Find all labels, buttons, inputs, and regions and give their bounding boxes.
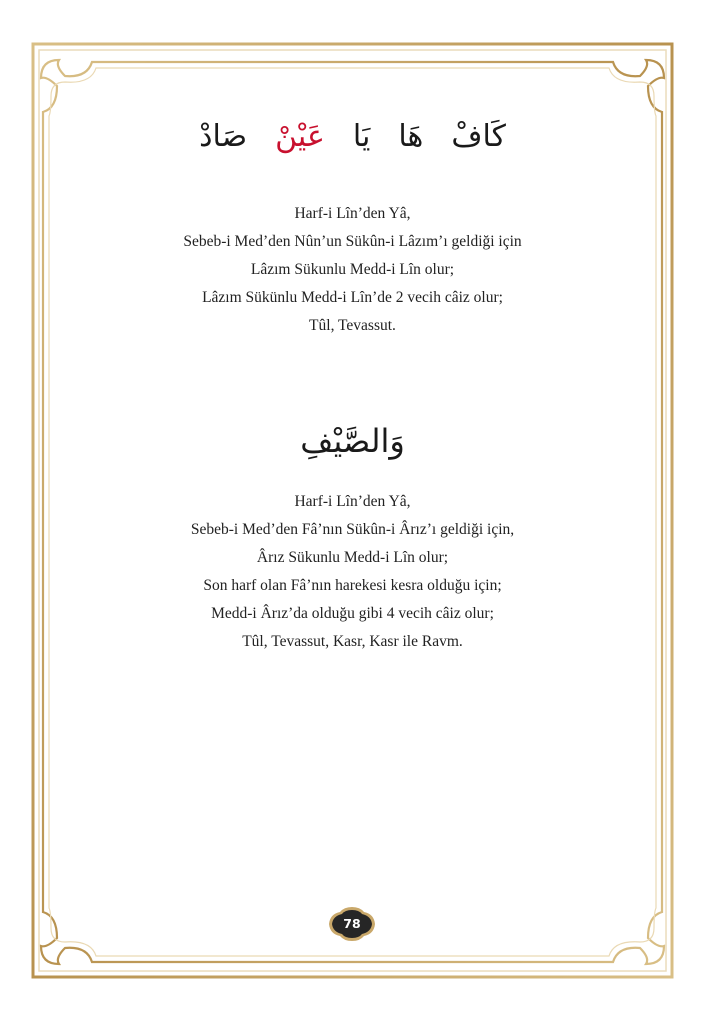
text-line: Sebeb-i Med’den Fâ’nın Sükûn-i Ârız’ı geldiği için, — [190, 521, 515, 538]
text-line: Tûl, Tevassut. — [309, 317, 396, 334]
text-line: Tûl, Tevassut, Kasr, Kasr ile Ravm. — [242, 633, 463, 650]
explanation-block-2 — [60, 488, 645, 656]
text-line: Harf-i Lîn’den Yâ, — [294, 205, 411, 222]
arabic-heading-2: وَالصَّيْفِ — [300, 422, 405, 460]
text-line: Lâzım Sükunlu Medd-i Lîn olur; — [250, 261, 455, 278]
arabic-word-highlighted: عَيْنْ — [275, 119, 325, 154]
arabic-word: صَادْ — [199, 119, 248, 154]
text-line: Ârız Sükunlu Medd-i Lîn olur; — [256, 549, 449, 566]
page-number: 78 — [343, 916, 361, 931]
text-line: Harf-i Lîn’den Yâ, — [294, 493, 411, 510]
text-line: Medd-i Ârız’da olduğu gibi 4 vecih câiz olur; — [211, 605, 494, 622]
text-line: Son harf olan Fâ’nın harekesi kesra olduğu için; — [203, 577, 502, 594]
text-line: Lâzım Sükünlu Medd-i Lîn’de 2 vecih câiz olur; — [202, 289, 503, 306]
explanation-block-1 — [60, 200, 645, 340]
text-line: Sebeb-i Med’den Nûn’un Sükûn-i Lâzım’ı geldiği için — [183, 233, 522, 250]
arabic-word: كَافْ — [451, 119, 506, 154]
arabic-word: هَا — [398, 119, 424, 154]
arabic-heading-1 — [60, 112, 645, 162]
arabic-word: يَا — [352, 119, 371, 154]
